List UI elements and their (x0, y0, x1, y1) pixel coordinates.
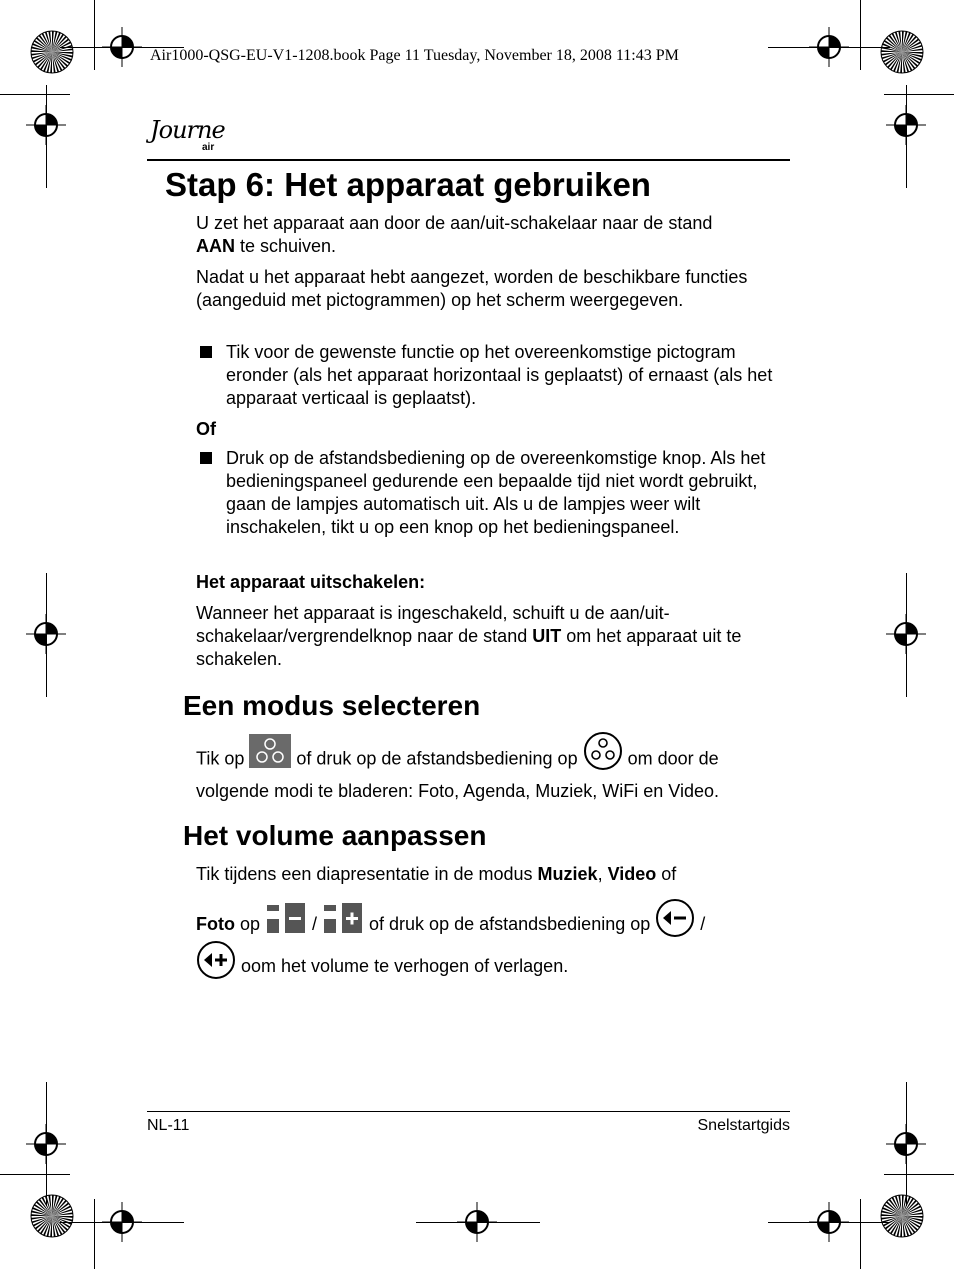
header-rule (147, 159, 790, 161)
shutdown-uit: UIT (532, 626, 562, 646)
bullet-square (200, 452, 212, 464)
crop-line (860, 1199, 861, 1269)
volume-text-3: op (234, 913, 266, 934)
crop-line (884, 94, 954, 95)
journe-logo (146, 116, 236, 162)
mode-paragraph (196, 741, 796, 804)
crop-line (94, 0, 95, 70)
volume-up-remote-icon (196, 940, 236, 994)
page-number: NL-11 (147, 1117, 190, 1134)
crop-line (60, 1222, 184, 1223)
intro-paragraph-2: Nadat u het apparaat hebt aangezet, worden de beschikbare functies (aangeduid met pictogrammen) op het scherm weergegeven. (196, 267, 748, 310)
logo-script: Journe (150, 116, 225, 144)
print-header: Air1000-QSG-EU-V1-1208.book Page 11 Tuesday, November 18, 2008 11:43 PM (150, 47, 679, 64)
crop-line (906, 573, 907, 697)
mode-touch-icon (249, 734, 291, 775)
starburst-mark-icon (879, 29, 925, 75)
starburst-mark-icon (879, 1193, 925, 1239)
shutdown-tail: om het apparaat uit te schakelen. (196, 626, 742, 669)
logo-sub: air (202, 142, 215, 153)
crop-line (906, 1082, 907, 1206)
volume-foto: Foto (196, 913, 235, 934)
shutdown-text: Wanneer het apparaat is ingeschakeld, schuift u de aan/uit-schakelaar/vergrendelknop naar de stand (196, 603, 670, 646)
crop-line (860, 0, 861, 70)
volume-text-4: of druk op de afstandsbediening op (364, 913, 656, 934)
starburst-mark-icon (29, 29, 75, 75)
crop-line (768, 1222, 890, 1223)
shutdown-paragraph (196, 602, 776, 671)
intro-p1-text: U zet het apparaat aan door de aan/uit-schakelaar naar de stand (196, 213, 713, 233)
crop-line (46, 1082, 47, 1206)
mode-text-2: of druk op de afstandsbediening op (291, 748, 583, 769)
bullet-2-text: Druk op de afstandsbediening op de overeenkomstige knop. Als het bedieningspaneel gedurende een bepaalde tijd niet wordt gebruikt, gaan de lampjes automatisch uit. Als u de lampjes weer wilt inschakelen, tikt u op een knop op het bedieningspaneel. (226, 448, 766, 537)
bullet-square (200, 346, 212, 358)
page-title: Stap 6: Het apparaat gebruiken (165, 166, 651, 203)
shutdown-heading: Het apparaat uitschakelen: (196, 572, 426, 592)
footer-title: Snelstartgids (697, 1117, 790, 1134)
crop-line (0, 1174, 70, 1175)
volume-text-6: oom het volume te verhogen of verlagen. (236, 955, 569, 976)
bullet-1-text: Tik voor de gewenste functie op het overeenkomstige pictogram eronder (als het apparaat horizontaal is geplaatst) of ernaast (als het apparaat verticaal is geplaatst). (226, 342, 773, 408)
volume-video: Video (607, 864, 657, 884)
starburst-mark-icon (29, 1193, 75, 1239)
crop-line (416, 1222, 540, 1223)
intro-paragraph-1 (196, 212, 796, 258)
mode-text-1: Tik op (196, 748, 250, 769)
crop-line (94, 1199, 95, 1269)
volume-line-1 (196, 863, 796, 886)
crop-line (46, 573, 47, 697)
volume-line-3 (196, 940, 796, 994)
intro-p1-aan: AAN (196, 236, 235, 256)
intro-p1-tail: te schuiven. (235, 236, 337, 256)
crop-line (46, 85, 47, 188)
crop-line (906, 85, 907, 188)
footer-rule (147, 1111, 790, 1112)
of-label: Of (196, 419, 216, 439)
volume-text-5: / (695, 913, 706, 934)
volume-comma: , (597, 864, 608, 884)
mode-text-3: om door de volgende modi te bladeren: Foto, Agenda, Muziek, WiFi en Video. (196, 748, 719, 801)
mode-heading: Een modus selecteren (183, 690, 481, 721)
crop-line (0, 94, 70, 95)
volume-muziek: Muziek (537, 864, 598, 884)
volume-text-1: Tik tijdens een diapresentatie in de modus (196, 864, 538, 884)
volume-heading: Het volume aanpassen (183, 820, 487, 851)
volume-text-2: of (656, 864, 677, 884)
mode-remote-icon (583, 731, 623, 778)
volume-slash: / (307, 913, 323, 934)
crop-line (884, 1174, 954, 1175)
